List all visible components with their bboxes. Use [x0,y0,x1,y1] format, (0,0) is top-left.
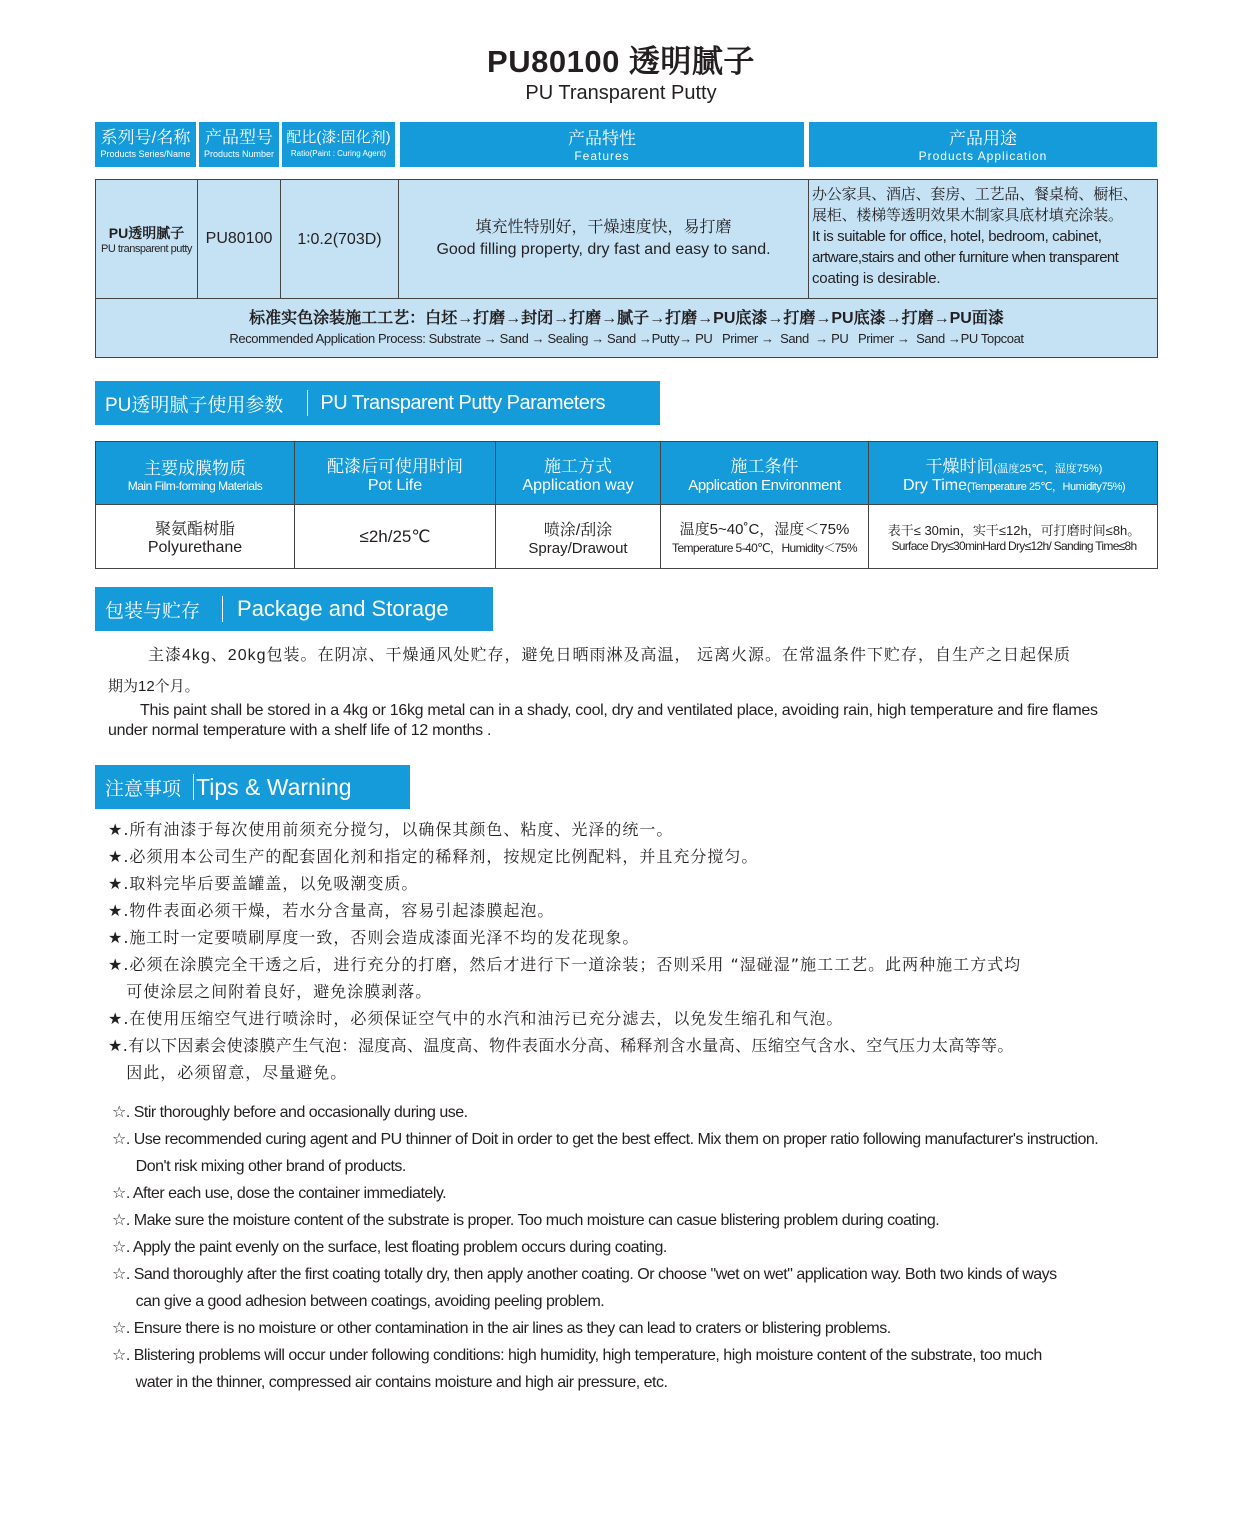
tips-section-title-zh: 注意事项 [105,778,182,800]
tip-en: ☆. After each use, dose the container immediately. [112,1185,447,1202]
param-header-way: 施工方式 Application way [522,456,634,494]
param-way: 喷涂/刮涂 Spray/Drawout [528,521,628,557]
tip-zh: 因此，必须留意，尽量避免。 [108,1063,348,1082]
tip-zh: ★.在使用压缩空气进行喷涂时，必须保证空气中的水汽和油污已充分滤去，以免发生缩孔和气泡。 [108,1009,844,1028]
header-number: 产品型号 Products Number [199,122,279,167]
params-table-header [95,441,1158,505]
tip-en: ☆. Sand thoroughly after the first coating totally dry, then apply another coating. Or choose "wet on wet" application way. Both two kinds of ways [112,1266,1057,1283]
tip-zh: ★.施工时一定要喷刷厚度一致，否则会造成漆面光泽不均的发花现象。 [108,928,640,947]
header-features: 产品特性 Features [400,122,804,167]
storage-section-title-zh: 包装与贮存 [105,600,201,622]
tips-zh-list [108,816,1208,1086]
storage-text-en-1: This paint shall be stored in a 4kg or 16kg metal can in a shady, cool, dry and ventilated place, avoiding rain, high temperature and fire flames [140,702,1098,719]
params-section-title-zh: PU透明腻子使用参数 [105,394,284,416]
tip-zh: ★.所有油漆于每次使用前须充分搅匀，以确保其颜色、粘度、光泽的统一。 [108,820,674,839]
params-section-header [95,381,660,425]
param-header-potlife: 配漆后可使用时间 Pot Life [327,456,463,494]
header-application: 产品用途 Products Application [809,122,1157,167]
storage-text-en-2: under normal temperature with a shelf life of 12 months . [108,722,492,739]
param-header-dry: 干燥时间(温度25℃，湿度75%) Dry Time(Temperature 25℃，Humidity75%) [902,456,1126,494]
product-row [95,179,1158,299]
params-section-title-en: PU Transparent Putty Parameters [320,391,606,414]
storage-text-zh-2: 期为12个月。 [108,678,200,695]
product-features: 填充性特别好，干燥速度快，易打磨 Good filling property, dry fast and easy to sand. [436,219,771,258]
process-en: Recommended Application Process: Substrate → Sand → Sealing → Sand →Putty→ PU Primer → Sand → PU Primer → Sand →PU Topcoat [229,331,1024,346]
tip-en: can give a good adhesion between coatings, avoiding peeling problem. [112,1293,605,1310]
params-table-row [95,505,1158,569]
tip-zh: ★.取料完毕后要盖罐盖，以免吸潮变质。 [108,874,419,893]
tips-section-header [95,765,410,809]
tip-en: ☆. Stir thoroughly before and occasionally during use. [112,1104,468,1121]
process-zh: 标准实色涂装施工工艺：白坯→打磨→封闭→打磨→腻子→打磨→PU底漆→打磨→PU底漆→打磨→PU面漆 [249,310,1004,327]
page-subtitle: PU Transparent Putty [525,82,717,104]
param-header-material: 主要成膜物质 Main Film-forming Materials [127,458,263,493]
tip-en: water in the thinner, compressed air contains moisture and high air pressure, etc. [112,1374,668,1391]
param-header-env: 施工条件 Application Environment [688,457,841,494]
tip-zh: ★.物件表面必须干燥，若水分含量高，容易引起漆膜起泡。 [108,901,555,920]
tip-en: ☆. Use recommended curing agent and PU thinner of Doit in order to get the best effect. Mix them on proper ratio following manufacturer's instruction. [112,1131,1099,1148]
tips-section-title-en: Tips & Warning [196,773,352,800]
tip-zh: ★.有以下因素会使漆膜产生气泡：湿度高、温度高、物件表面水分高、稀释剂含水量高、压缩空气含水、空气压力太高等等。 [108,1036,1014,1055]
storage-text-zh-1: 主漆4kg、20kg包装。在阴凉、干燥通风处贮存，避免日晒雨淋及高温， 远离火源。在常温条件下贮存，自生产之日起保质 [148,647,1071,664]
product-application: 办公家具、酒店、套房、工艺品、餐桌椅、橱柜、 展柜、楼梯等透明效果木制家具底材填充涂装。 It is suitable for office, hotel, bedroom, cabinet, artware,stairs and other furniture when transparent coating is desirable. [812,186,1138,287]
param-material: 聚氨酯树脂 Polyurethane [147,521,243,556]
param-dry: 表干≤ 30min，实干≤12h，可打磨时间≤8h。 Surface Dry≤30minHard Dry≤12h/ Sanding Time≤8h [887,523,1141,553]
page-title: PU80100 透明腻子 [487,44,755,79]
tip-zh: ★.必须在涂膜完全干透之后，进行充分的打磨，然后才进行下一道涂装；否则采用 “湿碰湿”施工工艺。此两种施工方式均 [108,955,1022,974]
storage-section-title-en: Package and Storage [237,596,449,621]
tip-en: ☆. Ensure there is no moisture or other contamination in the air lines as they can lead to craters or blistering problems. [112,1320,891,1337]
param-env: 温度5~40˚C，湿度＜75% Temperature 5-40℃，Humidity＜75% [672,520,857,555]
product-number: PU80100 [205,230,273,247]
tip-en: Don't risk mixing other brand of products. [112,1158,406,1175]
tip-zh: ★.必须用本公司生产的配套固化剂和指定的稀释剂，按规定比例配料，并且充分搅匀。 [108,847,759,866]
application-process [95,299,1158,358]
tip-en: ☆. Make sure the moisture content of the substrate is proper. Too much moisture can casue blistering problem during coating. [112,1212,940,1229]
header-series: 系列号/名称 Products Series/Name [95,122,196,167]
product-name: PU透明腻子 PU transparent putty [101,225,192,255]
tip-en: ☆. Blistering problems will occur under following conditions: high humidity, high temperature, high moisture content of the substrate, too much [112,1347,1042,1364]
storage-section-header [95,587,493,631]
tip-zh: 可使涂层之间附着良好，避免涂膜剥落。 [108,982,433,1001]
tips-en-list [112,1099,1212,1396]
tip-en: ☆. Apply the paint evenly on the surface, lest floating problem occurs during coating. [112,1239,667,1256]
param-potlife: ≤2h/25℃ [359,526,431,546]
header-ratio: 配比(漆:固化剂) Ratio(Paint : Curing Agent) [282,122,395,167]
product-ratio: 1∶0.2(703D) [297,231,382,248]
